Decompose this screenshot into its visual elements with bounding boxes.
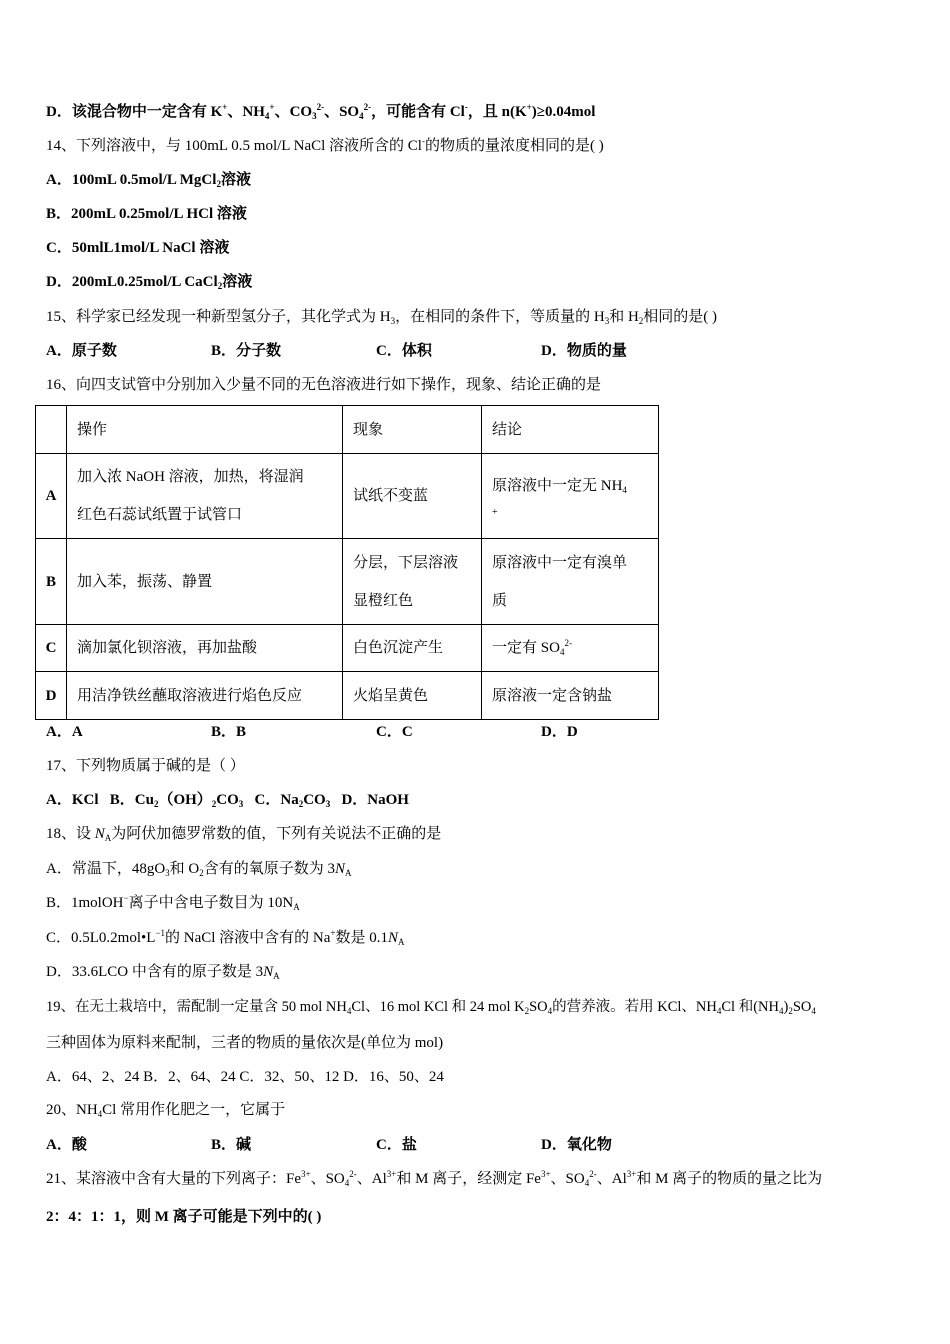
table-row: A 加入浓 NaOH 溶液，加热，将湿润 红色石蕊试纸置于试管口 试纸不变蓝 原溶液中一定无 $NH_4$ + — [36, 454, 659, 539]
q15-option-c: C．体积 — [376, 343, 432, 359]
q13-option-d: D．该混合物中一定含有 K+、$NH_4^+$、$CO_3^{2-}$、$SO_4^{2-}$，可能含有 Cl-，且 n(K+)≥0.04mol — [46, 102, 596, 121]
q15-option-b: B．分子数 — [211, 343, 282, 359]
q20-option-d: D．氧化物 — [541, 1137, 612, 1153]
q18-option-d: D．33.6LCO 中含有的原子数是 $3N_A$ — [46, 964, 280, 981]
q20-option-c: C．盐 — [376, 1137, 417, 1153]
q19-options: A．64、2、24 B．2、64、24 C．32、50、12 D．16、50、24 — [46, 1069, 444, 1085]
table-row: C 滴加氯化钡溶液，再加盐酸 白色沉淀产生 一定有 $SO_4^{2-}$ — [36, 625, 659, 672]
q18-option-b: B．1molOH−离子中含电子数目为 $10N_A$ — [46, 893, 300, 912]
q16-option-a: A．A — [46, 724, 83, 740]
q20-options — [46, 1135, 612, 1155]
table-row: B 加入苯，振荡、静置 分层，下层溶液 显橙红色 原溶液中一定有溴单 质 — [36, 539, 659, 625]
header-operation: 操作 — [67, 406, 343, 454]
header-conclusion: 结论 — [482, 406, 659, 454]
q15-stem: 15、科学家已经发现一种新型氢分子，其化学式为 $H_3$，在相同的条件下，等质量的 $H_3$和 $H_2$相同的是( ) — [46, 309, 718, 326]
q15-option-d: D．物质的量 — [541, 343, 627, 359]
q16-option-b: B．B — [211, 724, 247, 740]
q14-option-d: D．200mL0.25mol/L CaCl$_2$溶液 — [46, 274, 253, 291]
q17-stem: 17、下列物质属于碱的是（ ） — [46, 758, 245, 774]
q16-table — [35, 405, 659, 720]
q19-stem-line2: 三种固体为原料来配制，三者的物质的量依次是(单位为 mol) — [46, 1035, 444, 1051]
q14-stem: 14、下列溶液中，与 100mL 0.5 mol/L NaCl 溶液所含的 Cl-的物质的量浓度相同的是( ) — [46, 136, 604, 154]
q21-stem-line2: 2：4：1：1，则 M 离子可能是下列中的( ) — [46, 1209, 322, 1225]
q16-stem: 16、向四支试管中分别加入少量不同的无色溶液进行如下操作，现象、结论正确的是 — [46, 377, 602, 393]
q14-option-c: C．50mlL1mol/L NaCl 溶液 — [46, 240, 230, 256]
q16-options — [46, 722, 578, 742]
q16-option-d: D．D — [541, 724, 578, 740]
q18-stem: 18、设 $N_A$为阿伏加德罗常数的值，下列有关说法不正确的是 — [46, 826, 442, 843]
q18-option-a: A．常温下，$48gO_3$和 $O_2$含有的氧原子数为 $3N_A$ — [46, 861, 352, 878]
q15-option-a: A．原子数 — [46, 343, 117, 359]
q21-stem-line1: 21、某溶液中含有大量的下列离子：$Fe^{3+}$、$SO_4^{2-}$、$Al^{3+}$和 M 离子，经测定 $Fe^{3+}$、$SO_4^{2-}$、$Al^{3+}$和 M 离子的物质的量之比为 — [46, 1169, 823, 1188]
q20-option-a: A．酸 — [46, 1137, 87, 1153]
q14-option-b: B．200mL 0.25mol/L HCl 溶液 — [46, 206, 247, 222]
table-row: D 用洁净铁丝蘸取溶液进行焰色反应 火焰呈黄色 原溶液一定含钠盐 — [36, 672, 659, 720]
q20-stem: 20、$NH_4Cl$ 常用作化肥之一，它属于 — [46, 1102, 286, 1119]
q16-option-c: C．C — [376, 724, 413, 740]
q20-option-b: B．碱 — [211, 1137, 252, 1153]
header-phenomenon: 现象 — [343, 406, 482, 454]
q19-stem-line1: 19、在无土栽培中，需配制一定量含 50 mol $NH_4Cl$、16 mol KCl 和 24 mol $K_2SO_4$的营养液。若用 KCl、$NH_4Cl$ 和$(NH_4)_2SO_4$ — [46, 999, 816, 1016]
q14-option-a: A．100mL 0.5mol/L MgCl$_2$溶液 — [46, 172, 251, 189]
q17-options: A．KCl B．$Cu_2(OH)_2CO_3$ C．$Na_2CO_3$ D．NaOH — [46, 792, 409, 809]
q18-option-c: C．$0.5L0.2mol•L^{-1}$的 NaCl 溶液中含有的 Na+数是 $0.1N_A$ — [46, 928, 405, 947]
q15-options — [46, 341, 627, 361]
